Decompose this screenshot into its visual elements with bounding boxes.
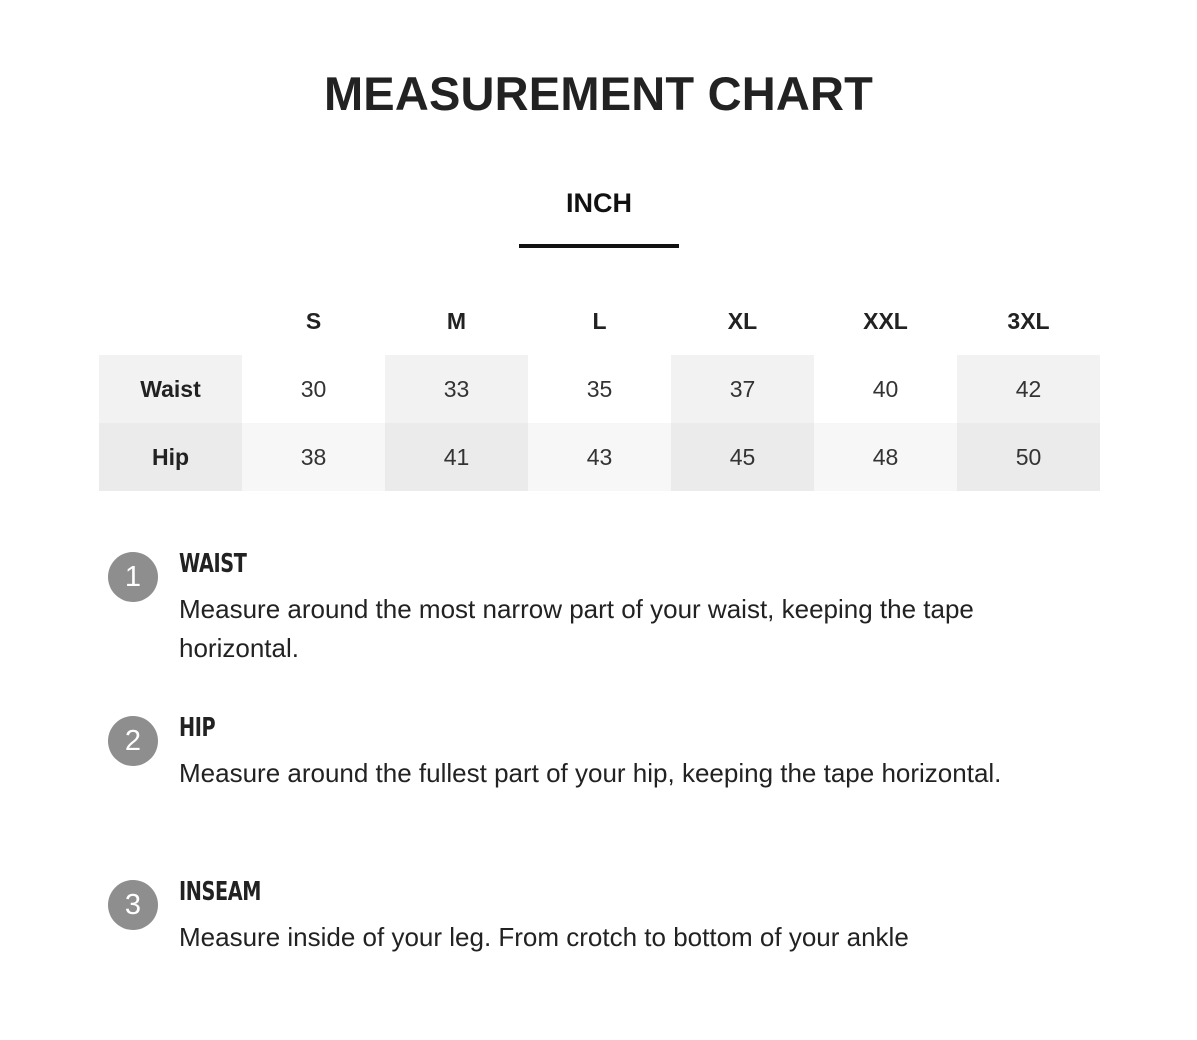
table-corner-cell: [99, 288, 242, 355]
step-number-badge: 3: [108, 880, 158, 930]
table-cell: 33: [385, 355, 528, 423]
guide-text-hip: Measure around the fullest part of your hip, keeping the tape horizontal.: [179, 758, 1002, 788]
table-cell: 45: [671, 423, 814, 491]
guide-title-waist: WAIST: [179, 549, 247, 579]
table-cell: 50: [957, 423, 1100, 491]
size-header-xxl: XXL: [814, 288, 957, 355]
guide-text-waist: Measure around the most narrow part of your waist, keeping the tape horizontal.: [179, 594, 974, 663]
table-cell: 48: [814, 423, 957, 491]
table-cell: 37: [671, 355, 814, 423]
size-header-l: L: [528, 288, 671, 355]
size-chart-table: [99, 288, 1100, 491]
step-number-badge: 1: [108, 552, 158, 602]
size-header-xl: XL: [671, 288, 814, 355]
table-cell: 38: [242, 423, 385, 491]
step-number-badge: 2: [108, 716, 158, 766]
table-row-waist: [99, 355, 1100, 423]
size-header-s: S: [242, 288, 385, 355]
size-header-m: M: [385, 288, 528, 355]
page-title: MEASUREMENT CHART: [323, 67, 874, 120]
table-cell: 43: [528, 423, 671, 491]
table-cell: 30: [242, 355, 385, 423]
table-cell: 42: [957, 355, 1100, 423]
table-cell: 41: [385, 423, 528, 491]
guide-title-inseam: INSEAM: [179, 877, 262, 907]
size-header-3xl: 3XL: [957, 288, 1100, 355]
table-header-row: [99, 288, 1100, 355]
tab-inch[interactable]: INCH: [519, 180, 679, 248]
row-label-waist: Waist: [99, 355, 242, 423]
guide-text-inseam: Measure inside of your leg. From crotch to bottom of your ankle: [179, 922, 909, 952]
guide-title-hip: HIP: [179, 713, 216, 743]
table-cell: 40: [814, 355, 957, 423]
table-row-hip: [99, 423, 1100, 491]
table-cell: 35: [528, 355, 671, 423]
row-label-hip: Hip: [99, 423, 242, 491]
